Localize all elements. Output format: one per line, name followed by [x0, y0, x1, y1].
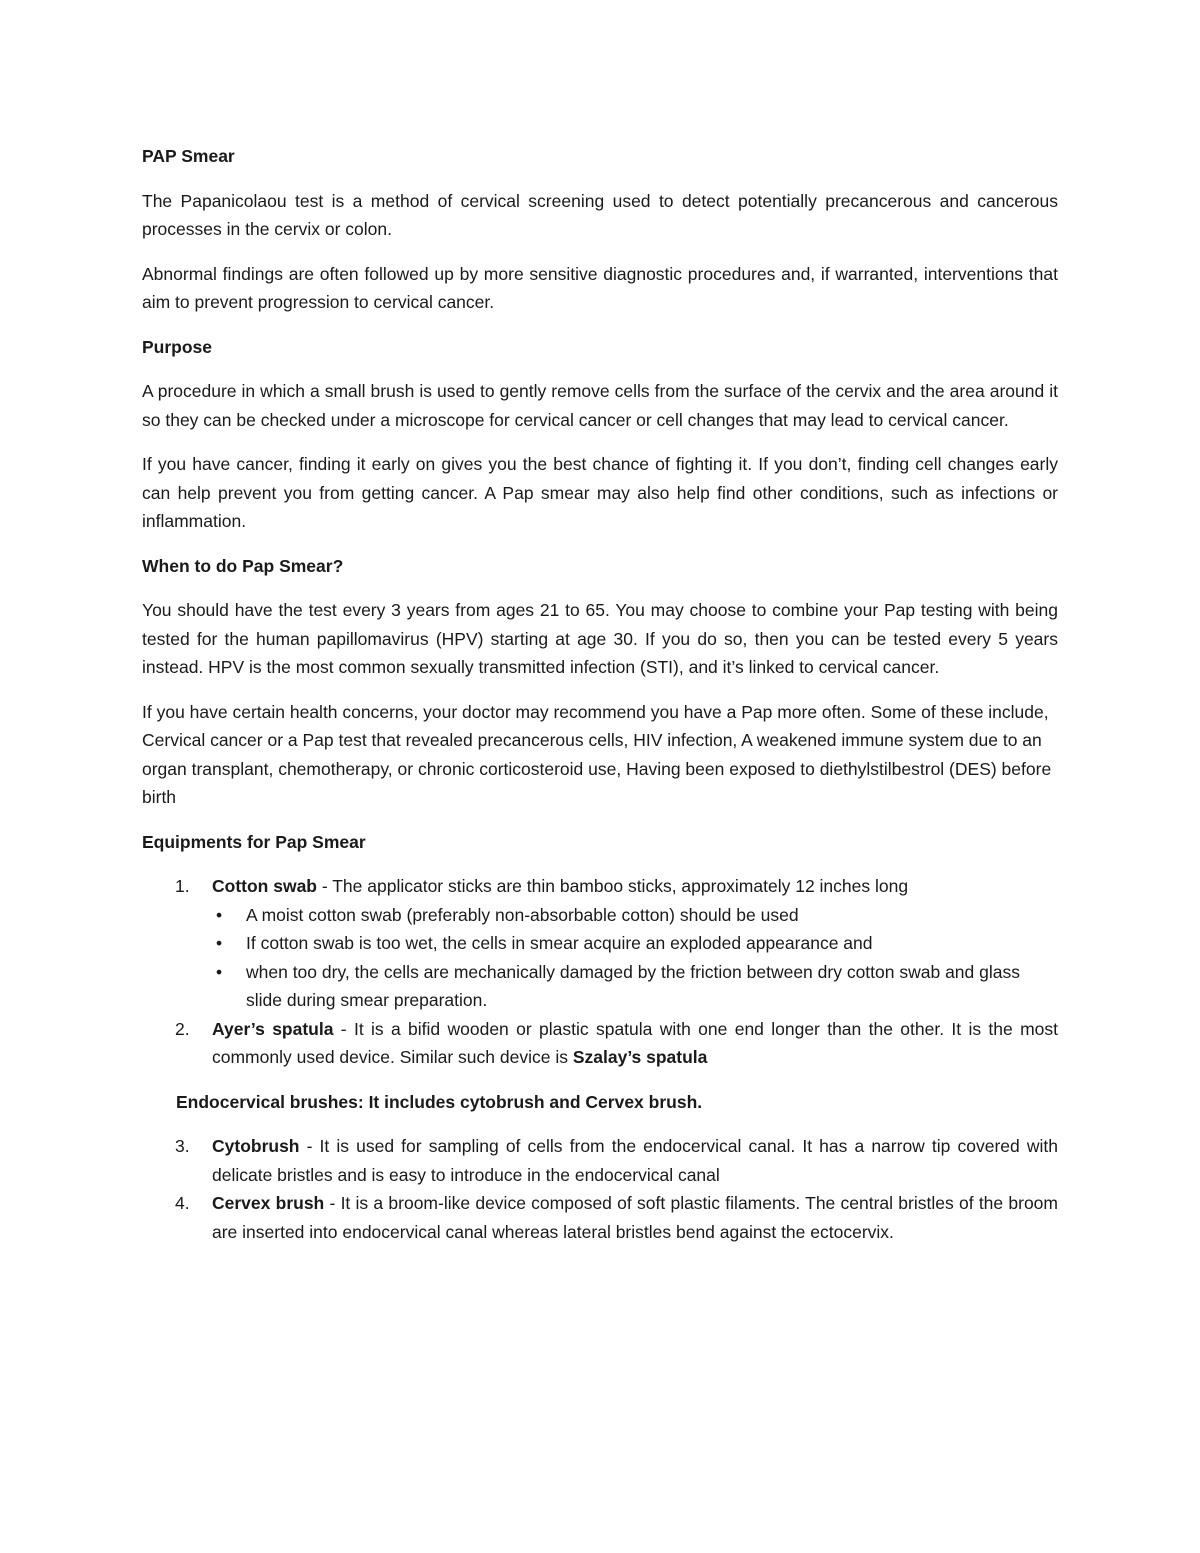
intro-paragraph-2: Abnormal findings are often followed up by more sensitive diagnostic procedures and, if warranted, interventions that aim to prevent progression to cervical cancer. [142, 263, 1058, 312]
endocervical-brushes-heading: Endocervical brushes: It includes cytobrush and Cervex brush. [176, 1091, 703, 1112]
equipment-description: - It is a broom-like device composed of soft plastic filaments. The central bristles of the broom are inserted into endocervical canal whereas lateral bristles bend against the ectocervix. [212, 1193, 1058, 1242]
equipment-related-device: Szalay’s spatula [572, 1047, 708, 1067]
bullet-text: when too dry, the cells are mechanically damaged by the friction between dry cotton swab and glass slide during smear preparation. [246, 961, 1020, 1010]
equipment-term: Ayer’s spatula [212, 1018, 334, 1039]
list-number: 1. [175, 876, 190, 896]
equipment-item-ayers-spatula [142, 1015, 1058, 1072]
equipment-term: Cervex brush [212, 1193, 325, 1213]
list-number: 4. [175, 1193, 190, 1213]
bullet-icon: • [216, 904, 223, 925]
equipment-description: - The applicator sticks are thin bamboo sticks, approximately 12 inches long [317, 876, 909, 896]
equipment-item-cervex-brush [142, 1189, 1058, 1246]
bullet-text: If cotton swab is too wet, the cells in smear acquire an exploded appearance and [246, 933, 873, 953]
list-number: 3. [175, 1136, 190, 1156]
bullet-icon: • [216, 933, 223, 953]
bullet-icon: • [216, 961, 223, 982]
equipment-item-cytobrush [142, 1132, 1058, 1189]
intro-paragraph-1: The Papanicolaou test is a method of cervical screening used to detect potentially precancerous and cancerous processes in the cervix or colon. [142, 190, 1058, 239]
equipment-term: Cytobrush [212, 1136, 300, 1156]
cotton-swab-notes [212, 901, 1058, 1015]
equipment-description: - It is a bifid wooden or plastic spatula with one end longer than the other. It is the most commonly used device. Similar such device is [212, 1018, 1058, 1067]
list-number: 2. [175, 1018, 190, 1039]
brush-list [142, 1132, 1058, 1246]
document-body [142, 142, 1058, 1262]
when-paragraph-1: You should have the test every 3 years from ages 21 to 65. You may choose to combine your Pap testing with being tested for the human papillomavirus (HPV) starting at age 30. If you do so, then you can be tested every 5 years instead. HPV is the most common sexually transmitted infection (STI), and it’s linked to cervical cancer. [142, 600, 1058, 677]
equipment-term: Cotton swab [212, 876, 317, 896]
bullet-text: A moist cotton swab (preferably non-absorbable cotton) should be used [246, 904, 799, 925]
when-heading: When to do Pap Smear? [142, 555, 344, 576]
equipment-item-cotton-swab [142, 872, 1058, 1015]
purpose-heading: Purpose [142, 336, 213, 357]
purpose-paragraph-2: If you have cancer, finding it early on gives you the best chance of fighting it. If you don’t, finding cell changes early can help prevent you from getting cancer. A Pap smear may also help find other conditions, such as infections or inflammation. [142, 454, 1058, 531]
equipment-description: - It is used for sampling of cells from the endocervical canal. It has a narrow tip covered with delicate bristles and is easy to introduce in the endocervical canal [212, 1136, 1058, 1185]
list-item [212, 901, 1058, 930]
purpose-paragraph-1: A procedure in which a small brush is used to gently remove cells from the surface of the cervix and the area around it so they can be checked under a microscope for cervical cancer or cell changes that may lead to cervical cancer. [142, 381, 1058, 430]
equipment-list [142, 872, 1058, 1072]
document-title: PAP Smear [142, 146, 235, 166]
list-item [212, 929, 1058, 958]
equipment-heading: Equipments for Pap Smear [142, 831, 366, 852]
list-item [212, 958, 1058, 1015]
when-paragraph-2: If you have certain health concerns, your doctor may recommend you have a Pap more often. Some of these include, Cervical cancer or a Pap test that revealed precancerous cells, HIV infection, A weakened immune system due to an organ transplant, chemotherapy, or chronic corticosteroid use, Having been exposed to diethylstilbestrol (DES) before birth [142, 701, 1052, 807]
